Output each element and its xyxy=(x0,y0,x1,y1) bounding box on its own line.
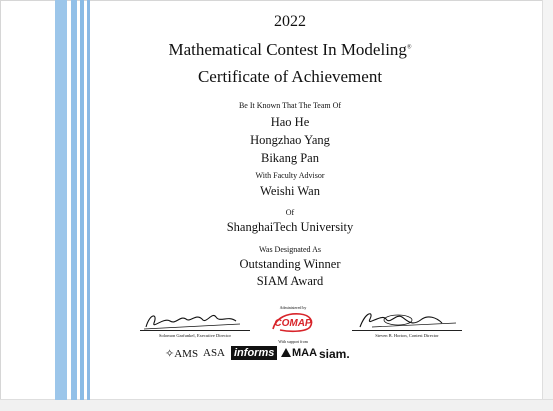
signature-left-icon xyxy=(140,307,250,333)
advisor-name: Weishi Wan xyxy=(260,184,320,198)
ams-logo-icon: ✧ xyxy=(165,348,175,360)
comap-block xyxy=(266,305,320,344)
with-support-label: With support from xyxy=(278,339,308,344)
director-caption: Steven B. Horton, Contest Director xyxy=(375,333,439,338)
team-member: Hongzhao Yang xyxy=(250,133,330,147)
award-name: SIAM Award xyxy=(256,274,324,288)
sponsor-logos xyxy=(165,347,415,365)
comap-logo-icon xyxy=(270,311,316,333)
director-signature xyxy=(352,305,462,338)
stripe xyxy=(87,0,90,400)
informs-logo: informs xyxy=(231,346,277,360)
right-scroll-edge xyxy=(542,0,553,411)
university-name: ShanghaiTech University xyxy=(226,220,354,234)
team-member: Hao He xyxy=(270,115,310,129)
bottom-scroll-edge xyxy=(0,399,553,411)
certificate-title xyxy=(90,40,490,60)
contest-name: Mathematical Contest In Modeling xyxy=(168,40,407,59)
decorative-stripes xyxy=(55,0,95,400)
stripe xyxy=(80,0,84,400)
comap-logo-text: COMAP xyxy=(274,318,312,329)
certificate-subtitle: Certificate of Achievement xyxy=(197,67,383,86)
advisor-label: With Faculty Advisor xyxy=(255,171,325,180)
stripe xyxy=(55,0,67,400)
of-label: Of xyxy=(285,208,295,217)
maa-logo-icon xyxy=(281,348,291,357)
executive-caption: Solomon Garfunkel, Executive Director xyxy=(159,333,231,338)
executive-signature xyxy=(140,305,250,338)
designated-label: Was Designated As xyxy=(258,245,321,254)
certificate-year: 2022 xyxy=(274,13,306,30)
stripe xyxy=(71,0,77,400)
ams-logo: ✧AMS xyxy=(165,348,199,360)
siam-logo: siam. xyxy=(319,347,350,361)
administered-by-label: Administered by xyxy=(279,305,307,310)
signature-right-icon xyxy=(352,307,462,333)
registered-mark: ® xyxy=(406,44,412,51)
intro-text: Be It Known That The Team Of xyxy=(238,101,342,110)
team-member: Bikang Pan xyxy=(261,151,319,165)
maa-logo: MAA xyxy=(281,347,317,359)
designation: Outstanding Winner xyxy=(239,257,341,271)
asa-logo: ASA xyxy=(203,347,226,359)
